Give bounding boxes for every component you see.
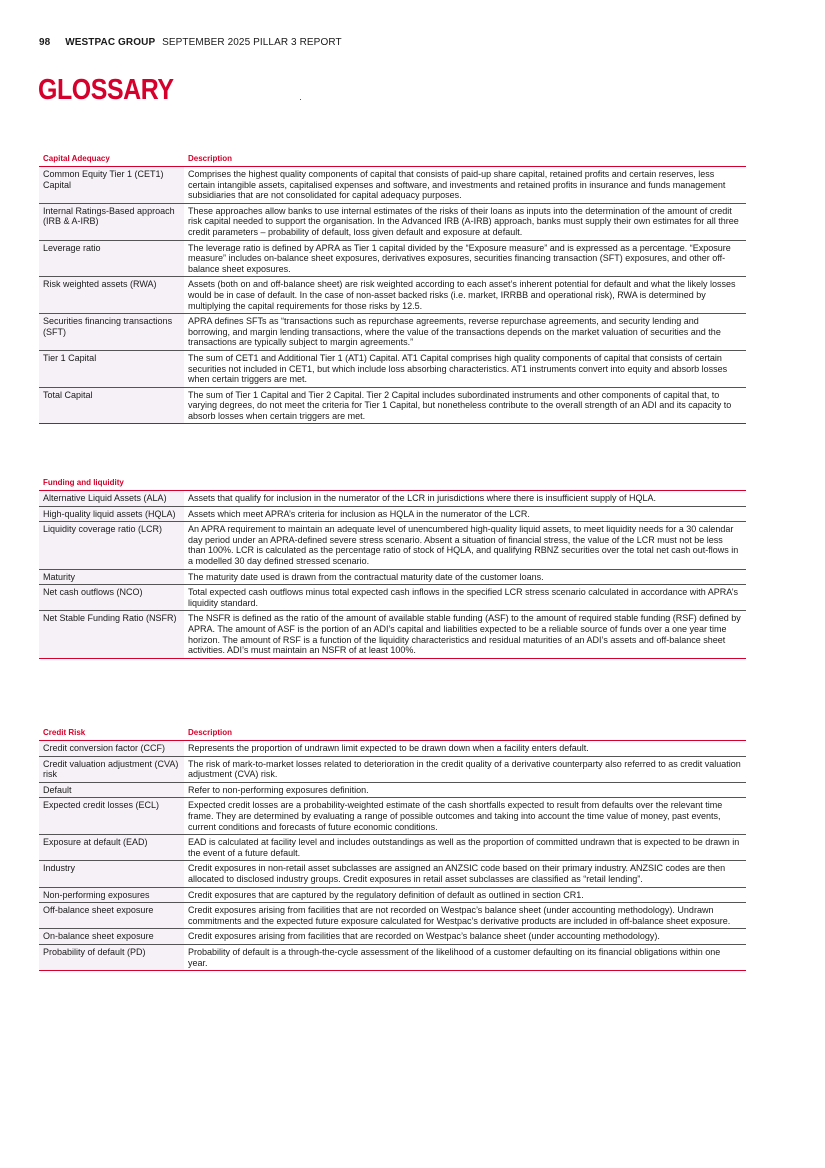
- table-row: [39, 569, 746, 585]
- glossary-term: Internal Ratings-Based approach (IRB & A-IRB): [39, 203, 184, 240]
- glossary-term: Maturity: [39, 569, 184, 585]
- table-row: [39, 861, 746, 887]
- section-heading: Funding and liquidity: [39, 476, 184, 491]
- glossary-description: Assets that qualify for inclusion in the numerator of the LCR in jurisdictions where there is insufficient supply of HQLA.: [184, 491, 746, 507]
- glossary-term: On-balance sheet exposure: [39, 929, 184, 945]
- glossary-term: Net cash outflows (NCO): [39, 585, 184, 611]
- glossary-description: Credit exposures arising from facilities that are not recorded on Westpac’s balance sheet (under accounting methodology). Undrawn commitments and the expected future exposure calculated for Westpac’s derivative products are included in off-balance sheet exposure.: [184, 903, 746, 929]
- section-heading: Credit Risk: [39, 726, 184, 741]
- glossary-description: The maturity date used is drawn from the contractual maturity date of the customer loans.: [184, 569, 746, 585]
- glossary-term: Industry: [39, 861, 184, 887]
- table-row: [39, 929, 746, 945]
- page-number: 98: [39, 37, 51, 48]
- table-row: [39, 277, 746, 314]
- glossary-description: The NSFR is defined as the ratio of the amount of available stable funding (ASF) to the amount of required stable funding (RSF) defined by APRA. The amount of ASF is the portion of an ADI’s capital and liabilities expected to be a reliable source of funds over a one year time horizon. The amount of RSF is a function of the liquidity characteristics and residual maturities of an ADI’s assets and off-balance sheet activities. ADI’s must maintain an NSFR of at least 100%.: [184, 611, 746, 658]
- table-row: [39, 903, 746, 929]
- table-row: [39, 167, 746, 204]
- glossary-description: Credit exposures that are captured by the regulatory definition of default as outlined in section CR1.: [184, 887, 746, 903]
- table-row: [39, 782, 746, 798]
- header-group: WESTPAC GROUP: [65, 37, 156, 48]
- glossary-term: High-quality liquid assets (HQLA): [39, 506, 184, 522]
- table-row: [39, 522, 746, 569]
- glossary-description: These approaches allow banks to use internal estimates of the risks of their loans as inputs into the determination of the amount of credit risk capital needed to support the organisation. In the Advanced IRB (A-IRB) approach, banks must supply their own estimates for all three credit parameters – probability of default, loss given default and exposure at default.: [184, 203, 746, 240]
- table-row: [39, 506, 746, 522]
- description-heading-empty: [184, 476, 746, 491]
- glossary-description: Total expected cash outflows minus total expected cash inflows in the specified LCR stress scenario calculated in accordance with APRA’s liquidity standard.: [184, 585, 746, 611]
- table-header-row: [39, 726, 746, 741]
- table-row: [39, 741, 746, 757]
- table-row: [39, 387, 746, 424]
- glossary-term: Tier 1 Capital: [39, 350, 184, 387]
- glossary-description: The leverage ratio is defined by APRA as Tier 1 capital divided by the “Exposure measure” and is expressed as a percentage. “Exposure measure” includes on-balance sheet exposures, derivatives exposures, securities financing transaction (SFT) exposures, and other off-balance sheet exposures.: [184, 240, 746, 277]
- glossary-description: Credit exposures arising from facilities that are recorded on Westpac’s balance sheet (under accounting methodology).: [184, 929, 746, 945]
- glossary-description: Expected credit losses are a probability-weighted estimate of the cash shortfalls expected to result from defaults over the relevant time frame. They are determined by evaluating a range of possible outcomes and taking into account the time value of money, past events, current conditions and forecasts of future economic conditions.: [184, 798, 746, 835]
- table-row: [39, 798, 746, 835]
- glossary-term: Default: [39, 782, 184, 798]
- table-row: [39, 887, 746, 903]
- glossary-description: The sum of CET1 and Additional Tier 1 (AT1) Capital. AT1 Capital comprises high quality components of capital that consists of certain securities not included in CET1, but which include loss absorbing characteristics. AT1 instruments convert into equity and absorb losses when certain triggers are met.: [184, 350, 746, 387]
- glossary-term: Net Stable Funding Ratio (NSFR): [39, 611, 184, 658]
- table-row: [39, 491, 746, 507]
- header-report: SEPTEMBER 2025 PILLAR 3 REPORT: [162, 37, 342, 48]
- glossary-term: Credit valuation adjustment (CVA) risk: [39, 756, 184, 782]
- stray-dot: [300, 99, 301, 100]
- glossary-term: Credit conversion factor (CCF): [39, 741, 184, 757]
- page-title: GLOSSARY: [38, 74, 174, 106]
- glossary-term: Liquidity coverage ratio (LCR): [39, 522, 184, 569]
- glossary-description: The risk of mark-to-market losses related to deterioration in the credit quality of a derivative counterparty also referred to as credit valuation adjustment (CVA) risk.: [184, 756, 746, 782]
- glossary-description: Assets (both on and off-balance sheet) are risk weighted according to each asset’s inherent potential for default and what the likely losses would be in case of default. In the case of non-asset backed risks (i.e. market, IRRBB and operational risk), RWA is determined by multiplying the capital requirements for those risks by 12.5.: [184, 277, 746, 314]
- glossary-term: Expected credit losses (ECL): [39, 798, 184, 835]
- glossary-description: Refer to non-performing exposures definition.: [184, 782, 746, 798]
- funding-liquidity-table: [39, 476, 746, 659]
- glossary-description: An APRA requirement to maintain an adequate level of unencumbered high-quality liquid assets, to meet liquidity needs for a 30 calendar day period under an APRA-defined severe stress scenario. Absent a situation of financial stress, the value of the LCR must not be less than 100%. LCR is calculated as the percentage ratio of stock of HQLA, and qualifying RBNZ securities over the total net cash out-flows in a modelled 30 day defined stressed scenario.: [184, 522, 746, 569]
- section-heading: Capital Adequacy: [39, 152, 184, 167]
- glossary-term: Exposure at default (EAD): [39, 835, 184, 861]
- table-row: [39, 585, 746, 611]
- glossary-description: Credit exposures in non-retail asset subclasses are assigned an ANZSIC code based on their primary industry. ANZSIC codes are then allocated to disclosed industry groups. Credit exposures in retail asset subclasses are classified as “retail lending”.: [184, 861, 746, 887]
- description-heading: Description: [184, 152, 746, 167]
- table-row: [39, 203, 746, 240]
- description-heading: Description: [184, 726, 746, 741]
- table-header-row: [39, 152, 746, 167]
- table-header-row: [39, 476, 746, 491]
- table-row: [39, 835, 746, 861]
- table-row: [39, 314, 746, 351]
- glossary-description: Comprises the highest quality components of capital that consists of paid-up share capital, retained profits and certain reserves, less certain intangible assets, capitalised expenses and software, and investments and retained profits in insurance and funds management subsidiaries that are not consolidated for capital adequacy purposes.: [184, 167, 746, 204]
- glossary-description: Assets which meet APRA’s criteria for inclusion as HQLA in the numerator of the LCR.: [184, 506, 746, 522]
- glossary-term: Alternative Liquid Assets (ALA): [39, 491, 184, 507]
- glossary-term: Leverage ratio: [39, 240, 184, 277]
- funding-liquidity-section: [39, 476, 746, 659]
- page-header: [39, 37, 342, 48]
- glossary-description: EAD is calculated at facility level and includes outstandings as well as the proportion of committed undrawn that is expected to be drawn in the event of a future default.: [184, 835, 746, 861]
- glossary-term: Probability of default (PD): [39, 944, 184, 970]
- glossary-description: The sum of Tier 1 Capital and Tier 2 Capital. Tier 2 Capital includes subordinated instruments and other components of capital that, to varying degrees, do not meet the criteria for Tier 1 Capital, but nonetheless contribute to the overall strength of an ADI and its capacity to absorb losses when certain triggers are met.: [184, 387, 746, 424]
- glossary-description: APRA defines SFTs as “transactions such as repurchase agreements, reverse repurchase agreements, and security lending and borrowing, and margin lending transactions, where the value of the transactions depends on the market valuation of securities and the transactions are typically subject to margin agreements.”: [184, 314, 746, 351]
- table-row: [39, 944, 746, 970]
- table-row: [39, 756, 746, 782]
- table-row: [39, 611, 746, 658]
- glossary-description: Probability of default is a through-the-cycle assessment of the likelihood of a customer defaulting on its financial obligations within one year.: [184, 944, 746, 970]
- table-row: [39, 240, 746, 277]
- credit-risk-section: [39, 726, 746, 971]
- glossary-term: Securities financing transactions (SFT): [39, 314, 184, 351]
- credit-risk-table: [39, 726, 746, 971]
- table-row: [39, 350, 746, 387]
- glossary-term: Off-balance sheet exposure: [39, 903, 184, 929]
- glossary-description: Represents the proportion of undrawn limit expected to be drawn down when a facility enters default.: [184, 741, 746, 757]
- capital-adequacy-section: [39, 152, 746, 424]
- glossary-term: Risk weighted assets (RWA): [39, 277, 184, 314]
- glossary-term: Common Equity Tier 1 (CET1) Capital: [39, 167, 184, 204]
- glossary-term: Non-performing exposures: [39, 887, 184, 903]
- glossary-term: Total Capital: [39, 387, 184, 424]
- capital-adequacy-table: [39, 152, 746, 424]
